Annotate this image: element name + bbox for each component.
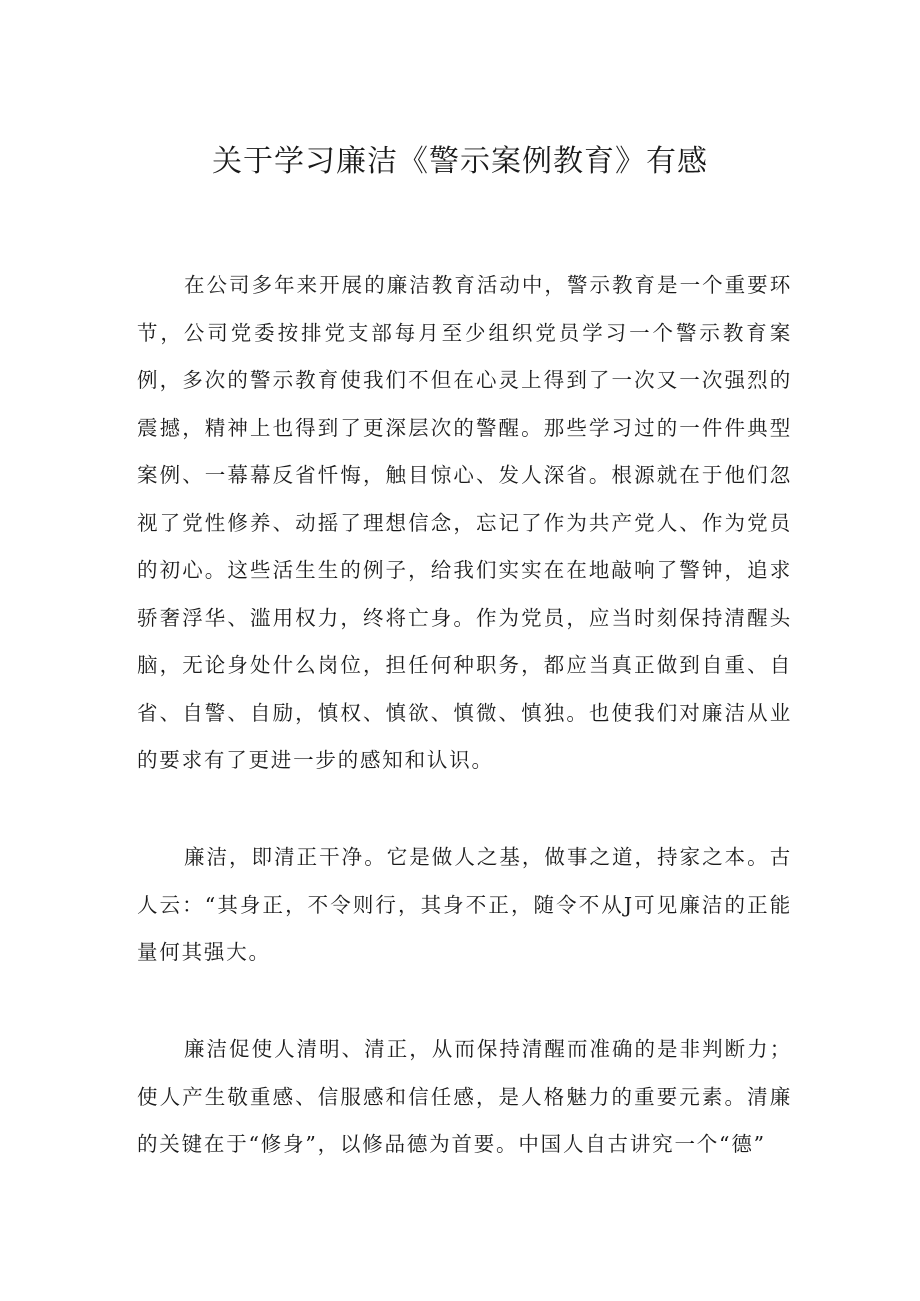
document-title: 关于学习廉洁《警示案例教育》有感 [212,144,708,179]
paragraph-integrity-definition: 廉洁，即清正干净。它是做人之基，做事之道，持家之本。古人云：“其身正，不令则行，其身不正，随令不从J可见廉洁的正能量何其强大。 [137,845,792,964]
paragraph-warning-education: 在公司多年来开展的廉洁教育活动中，警示教育是一个重要环节，公司党委按排党支部每月至少组织党员学习一个警示教育案例，多次的警示教育使我们不但在心灵上得到了一次又一次强烈的震撼，精神上也得到了更深层次的警醒。那些学习过的一件件典型案例、一幕幕反省忏悔，触目惊心、发人深省。根源就在于他们忽视了党性修养、动摇了理想信念，忘记了作为共产党人、作为党员的初心。这些活生生的例子，给我们实实在在地敲响了警钟，追求骄奢浮华、滥用权力，终将亡身。作为党员，应当时刻保持清醒头脑，无论身处什么岗位，担任何种职务，都应当真正做到自重、自省、自警、自励，慎权、慎欲、慎微、慎独。也使我们对廉洁从业的要求有了更进一步的感知和认识。 [137,273,792,772]
paragraph-self-cultivation: 廉洁促使人清明、清正，从而保持清醒而准确的是非判断力；使人产生敬重感、信服感和信任感，是人格魅力的重要元素。清廉的关键在于“修身”，以修品德为首要。中国人自古讲究一个“德” [137,1037,792,1156]
